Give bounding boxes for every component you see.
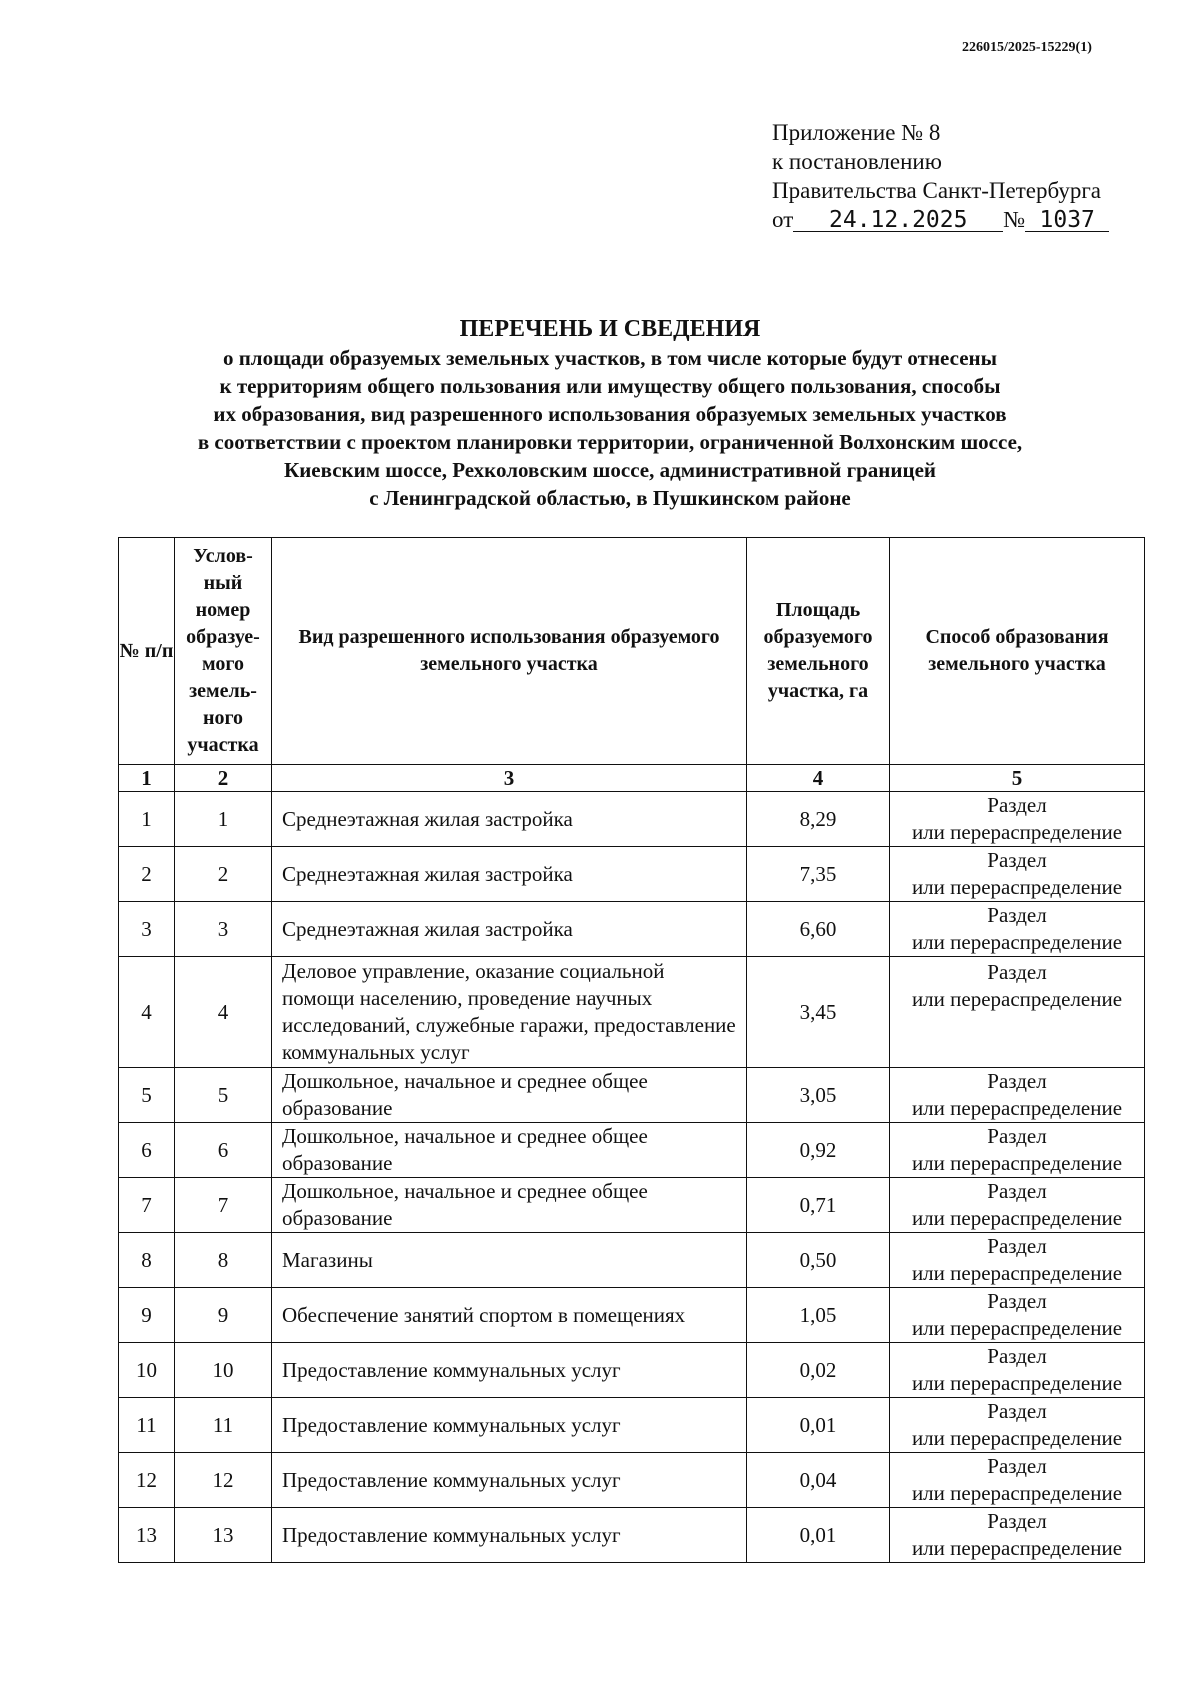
- appendix-line-3: Правительства Санкт-Петербурга: [772, 178, 1101, 203]
- method-line-1: Раздел: [987, 1509, 1047, 1533]
- method-line-2: или перераспределение: [911, 987, 1123, 1011]
- method-line-1: Раздел: [987, 793, 1047, 817]
- cell-area: 0,71: [747, 1178, 890, 1233]
- title-line: с Ленинградской областью, в Пушкинском районе: [369, 486, 851, 510]
- method-line-1: Раздел: [987, 1069, 1047, 1093]
- cell-permitted-use: Дошкольное, начальное и среднее общее образование: [272, 1068, 747, 1123]
- cell-permitted-use: Предоставление коммунальных услуг: [272, 1508, 747, 1563]
- method-line-2: или перераспределение: [911, 1096, 1123, 1120]
- method-line-2: или перераспределение: [911, 1371, 1123, 1395]
- table-row: [119, 1343, 1145, 1398]
- cell-permitted-use: Среднеэтажная жилая застройка: [272, 902, 747, 957]
- decree-date: 24.12.2025: [793, 209, 1003, 232]
- from-label: от: [772, 207, 794, 232]
- cell-permitted-use: Дошкольное, начальное и среднее общее образование: [272, 1178, 747, 1233]
- method-line-1: Раздел: [987, 1344, 1047, 1368]
- cell-plot-id: 3: [175, 902, 272, 957]
- cell-formation-method: [890, 1233, 1145, 1288]
- cell-plot-id: 7: [175, 1178, 272, 1233]
- cell-area: 3,45: [747, 957, 890, 1068]
- header-permitted-use: Вид разрешенного использования образуемого земельного участка: [272, 538, 747, 765]
- table-row: [119, 1508, 1145, 1563]
- title-line: к территориям общего пользования или имуществу общего пользования, способы: [219, 374, 1001, 398]
- header-area: Площадь образуемого земельного участка, га: [747, 538, 890, 765]
- title-line: их образования, вид разрешенного использования образуемых земельных участков: [213, 402, 1007, 426]
- column-number: 2: [175, 765, 272, 792]
- method-line-1: Раздел: [987, 1289, 1047, 1313]
- cell-row-number: 1: [119, 792, 175, 847]
- cell-permitted-use: Среднеэтажная жилая застройка: [272, 792, 747, 847]
- cell-formation-method: [890, 847, 1145, 902]
- cell-permitted-use: Дошкольное, начальное и среднее общее образование: [272, 1123, 747, 1178]
- table-row: [119, 902, 1145, 957]
- method-line-1: Раздел: [987, 903, 1047, 927]
- header-formation-method: Способ образования земельного участка: [890, 538, 1145, 765]
- method-line-2: или перераспределение: [911, 1206, 1123, 1230]
- cell-plot-id: 12: [175, 1453, 272, 1508]
- cell-plot-id: 2: [175, 847, 272, 902]
- cell-area: 6,60: [747, 902, 890, 957]
- method-line-1: Раздел: [987, 1234, 1047, 1258]
- cell-formation-method: [890, 1398, 1145, 1453]
- appendix-date-line: [772, 205, 1109, 234]
- cell-row-number: 7: [119, 1178, 175, 1233]
- cell-plot-id: 6: [175, 1123, 272, 1178]
- cell-row-number: 8: [119, 1233, 175, 1288]
- method-line-1: Раздел: [987, 848, 1047, 872]
- cell-formation-method: [890, 902, 1145, 957]
- cell-area: 0,04: [747, 1453, 890, 1508]
- cell-row-number: 3: [119, 902, 175, 957]
- cell-area: 0,02: [747, 1343, 890, 1398]
- cell-plot-id: 10: [175, 1343, 272, 1398]
- cell-row-number: 13: [119, 1508, 175, 1563]
- cell-plot-id: 4: [175, 957, 272, 1068]
- method-line-2: или перераспределение: [911, 930, 1123, 954]
- table-row: [119, 1068, 1145, 1123]
- cell-formation-method: [890, 1068, 1145, 1123]
- cell-formation-method: [890, 1343, 1145, 1398]
- cell-row-number: 2: [119, 847, 175, 902]
- table-row: [119, 1398, 1145, 1453]
- appendix-line-2: к постановлению: [772, 149, 942, 174]
- method-line-2: или перераспределение: [911, 875, 1123, 899]
- cell-area: 0,50: [747, 1233, 890, 1288]
- appendix-block: [772, 118, 1109, 234]
- cell-formation-method: [890, 1178, 1145, 1233]
- document-title-block: [140, 314, 1080, 512]
- cell-permitted-use: Предоставление коммунальных услуг: [272, 1453, 747, 1508]
- table-row: [119, 847, 1145, 902]
- cell-permitted-use: Предоставление коммунальных услуг: [272, 1398, 747, 1453]
- cell-area: 8,29: [747, 792, 890, 847]
- title-line: Киевским шоссе, Рехколовским шоссе, административной границей: [283, 458, 937, 482]
- cell-row-number: 5: [119, 1068, 175, 1123]
- land-plots-table: [118, 537, 1145, 1563]
- cell-area: 0,01: [747, 1398, 890, 1453]
- method-line-2: или перераспределение: [911, 820, 1123, 844]
- method-line-2: или перераспределение: [911, 1481, 1123, 1505]
- table-row: [119, 957, 1145, 1068]
- cell-row-number: 9: [119, 1288, 175, 1343]
- cell-plot-id: 5: [175, 1068, 272, 1123]
- cell-area: 0,01: [747, 1508, 890, 1563]
- cell-formation-method: [890, 1123, 1145, 1178]
- table-row: [119, 1123, 1145, 1178]
- column-number: 3: [272, 765, 747, 792]
- cell-plot-id: 11: [175, 1398, 272, 1453]
- method-line-1: Раздел: [987, 960, 1047, 984]
- cell-row-number: 10: [119, 1343, 175, 1398]
- cell-formation-method: [890, 792, 1145, 847]
- cell-plot-id: 1: [175, 792, 272, 847]
- table-row: [119, 1178, 1145, 1233]
- cell-row-number: 4: [119, 957, 175, 1068]
- cell-permitted-use: Предоставление коммунальных услуг: [272, 1343, 747, 1398]
- cell-area: 1,05: [747, 1288, 890, 1343]
- method-line-2: или перераспределение: [911, 1426, 1123, 1450]
- cell-permitted-use: Деловое управление, оказание социальной помощи населению, проведение научных исследований, служебные гаражи, предоставление коммунальных услуг: [272, 957, 747, 1068]
- method-line-1: Раздел: [987, 1124, 1047, 1148]
- cell-row-number: 11: [119, 1398, 175, 1453]
- cell-row-number: 12: [119, 1453, 175, 1508]
- header-plot-id: Услов-ный номер образуе-мого земель-ного участка: [175, 538, 272, 765]
- cell-formation-method: [890, 1508, 1145, 1563]
- cell-formation-method: [890, 1453, 1145, 1508]
- document-title: ПЕРЕЧЕНЬ И СВЕДЕНИЯ: [459, 316, 761, 342]
- table-header-row: [119, 538, 1145, 765]
- table-row: [119, 1288, 1145, 1343]
- table-row: [119, 1453, 1145, 1508]
- number-label: №: [1003, 207, 1026, 232]
- method-line-1: Раздел: [987, 1454, 1047, 1478]
- cell-area: 3,05: [747, 1068, 890, 1123]
- column-number: 1: [119, 765, 175, 792]
- cell-row-number: 6: [119, 1123, 175, 1178]
- cell-plot-id: 8: [175, 1233, 272, 1288]
- column-number: 5: [890, 765, 1145, 792]
- method-line-2: или перераспределение: [911, 1151, 1123, 1175]
- title-line: о площади образуемых земельных участков, в том числе которые будут отнесены: [222, 346, 998, 370]
- cell-permitted-use: Обеспечение занятий спортом в помещениях: [272, 1288, 747, 1343]
- column-number: 4: [747, 765, 890, 792]
- cell-permitted-use: Магазины: [272, 1233, 747, 1288]
- method-line-2: или перераспределение: [911, 1261, 1123, 1285]
- method-line-1: Раздел: [987, 1179, 1047, 1203]
- cell-formation-method: [890, 1288, 1145, 1343]
- appendix-title: Приложение № 8: [772, 120, 941, 145]
- document-number: 226015/2025-15229(1): [962, 40, 1092, 55]
- decree-number: 1037: [1025, 209, 1109, 232]
- table-row: [119, 792, 1145, 847]
- method-line-1: Раздел: [987, 1399, 1047, 1423]
- cell-formation-method: [890, 957, 1145, 1068]
- cell-area: 0,92: [747, 1123, 890, 1178]
- table-row: [119, 1233, 1145, 1288]
- cell-permitted-use: Среднеэтажная жилая застройка: [272, 847, 747, 902]
- method-line-2: или перераспределение: [911, 1536, 1123, 1560]
- cell-plot-id: 13: [175, 1508, 272, 1563]
- cell-area: 7,35: [747, 847, 890, 902]
- title-line: в соответствии с проектом планировки территории, ограниченной Волхонским шоссе,: [197, 430, 1023, 454]
- header-row-number: № п/п: [119, 538, 175, 765]
- method-line-2: или перераспределение: [911, 1316, 1123, 1340]
- cell-plot-id: 9: [175, 1288, 272, 1343]
- column-number-row: [119, 765, 1145, 792]
